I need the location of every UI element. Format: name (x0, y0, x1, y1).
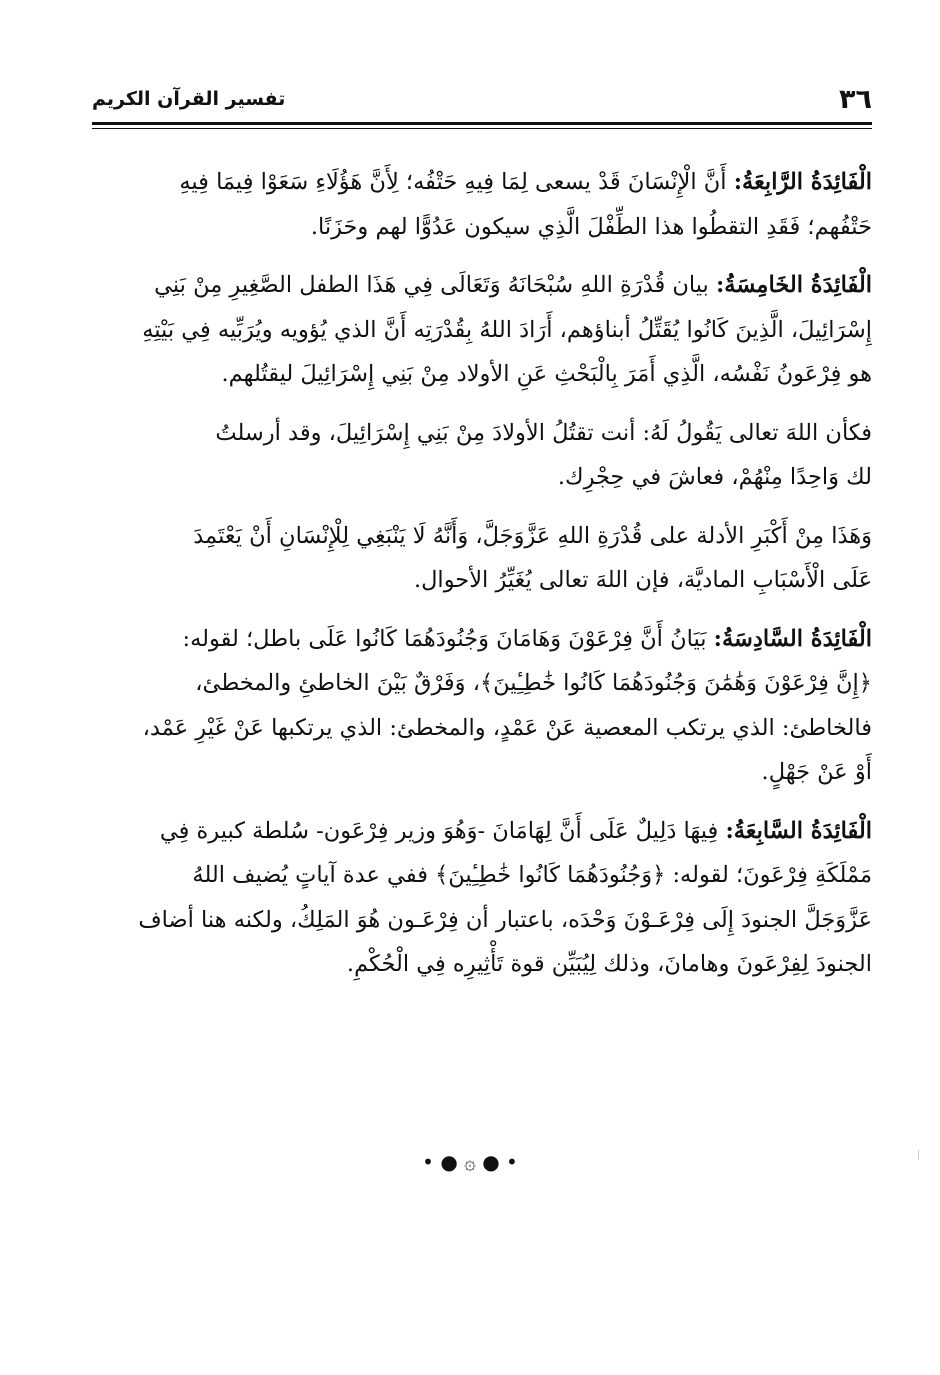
text-line: أَوْ عَنْ جَهْلٍ. (761, 759, 872, 785)
text-line: عَزَّوَجَلَّ الجنودَ إِلَى فِرْعَـوْنَ وَحْدَه، باعتبار أن فِرْعَـون هُوَ المَلِكُ، ولكنه هنا أضاف (138, 906, 872, 933)
text-line: الْفَائِدَةُ السَّادِسَةُ: بَيَانُ أَنَّ فِرْعَوْنَ وَهَامَانَ وَجُنُودَهُمَا كَانُوا عَلَى باطل؛ لقوله: (182, 625, 872, 652)
text-line: عَلَى الْأَسْبَابِ الماديَّة، فإن اللهَ تعالى يُغَيِّرُ الأحوال. (413, 567, 872, 593)
text-line: ﴿إِنَّ فِرْعَوْنَ وَهَٰمَٰنَ وَجُنُودَهُمَا كَانُوا خَٰطِـِٔينَ﴾، وَفَرْقٌ بَيْنَ الخاطئِ والمخطئ، (195, 670, 872, 696)
paragraph-commentary-1 (92, 411, 872, 500)
benefit-label: الْفَائِدَةُ السَّادِسَةُ: (713, 625, 872, 652)
text-line: لك وَاحِدًا مِنْهُمْ، فعاشَ في حِجْرِك. (557, 464, 872, 490)
text-line: الْفَائِدَةُ السَّابِعَةُ: فِيهَا دَلِيلٌ عَلَى أَنَّ لِهَامَانَ -وَهُوَ وزير فِرْعَون- سُلطة كبيرة فِي (159, 817, 872, 844)
text-line: فكأن اللهَ تعالى يَقُولُ لَهُ: أنت تقتُلُ الأولادَ مِنْ بَنِي إِسْرَائِيلَ، وقد أرسلتُ (215, 419, 872, 446)
paragraph-benefit-6 (92, 617, 872, 795)
body-text (92, 160, 872, 1001)
text-line: فالخاطئ: الذي يرتكب المعصية عَنْ عَمْدٍ، والمخطئ: الذي يرتكبها عَنْ غَيْرِ عَمْد، (142, 714, 872, 741)
text-line: الْفَائِدَةُ الرَّابِعَةُ: أَنَّ الْإِنْسَانَ قَدْ يسعى لِمَا فِيهِ حَتْفُه؛ لِأَنَّ هَؤُلَاءِ سَعَوْا فِيمَا فِيهِ (179, 169, 872, 195)
benefit-label: الْفَائِدَةُ الرَّابِعَةُ: (733, 169, 872, 195)
text-line: وَهَذَا مِنْ أَكْبَرِ الأدلة على قُدْرَةِ اللهِ عَزَّوَجَلَّ، وَأَنَّهُ لَا يَنْبَغِي لِلْإِنْسَانِ أَنْ يَعْتَمِدَ (193, 522, 872, 549)
page-header (92, 82, 872, 122)
text-line: الجنودَ لِفِرْعَونَ وهامانَ، وذلك لِيُبَيِّن قوة تَأْثِيرِه فِي الْحُكْمِ. (346, 951, 872, 977)
text-line: إِسْرَائِيلَ، الَّذِينَ كَانُوا يُقَتِّلُ أبناؤهم، أَرَادَ اللهُ بِقُدْرَتِه أَنَّ الذي يُؤويه ويُرَبِّيه فِي بَيْتِهِ (142, 316, 872, 343)
header-rule-thin (92, 128, 872, 129)
running-title: تفسير القرآن الكريم (92, 88, 286, 110)
paragraph-commentary-2 (92, 514, 872, 603)
scan-speck (918, 1150, 919, 1160)
text-line: هو فِرْعَونُ نَفْسُه، الَّذِي أَمَرَ بِالْبَحْثِ عَنِ الأولاد مِنْ بَنِي إِسْرَائِيلَ ليقتُلهم. (221, 361, 872, 387)
benefit-label: الْفَائِدَةُ السَّابِعَةُ: (725, 817, 872, 844)
paragraph-benefit-4 (92, 160, 872, 249)
header-rule-thick (92, 122, 872, 125)
paragraph-benefit-5 (92, 263, 872, 397)
text-line: مَمْلَكَةِ فِرْعَونَ؛ لقوله: ﴿وَجُنُودَهُمَا كَانُوا خَٰطِـِٔينَ﴾ ففي عدة آياتٍ يُضيف اللهُ (192, 862, 872, 888)
end-ornament: • ● ۞ ● • (422, 1150, 518, 1174)
text-line: الْفَائِدَةُ الخَامِسَةُ: بيان قُدْرَةِ اللهِ سُبْحَانَهُ وَتَعَالَى فِي هَذَا الطفل الصَّغِيرِ مِنْ بَنِي (154, 272, 872, 298)
paragraph-benefit-7 (92, 809, 872, 987)
page-number: ٣٦ (839, 84, 872, 115)
benefit-label: الْفَائِدَةُ الخَامِسَةُ: (715, 272, 872, 298)
text-line: حَتْفُهم؛ فَقَدِ التقطُوا هذا الطِّفْلَ الَّذِي سيكون عَدُوًّا لهم وحَزَنًا. (310, 213, 872, 240)
